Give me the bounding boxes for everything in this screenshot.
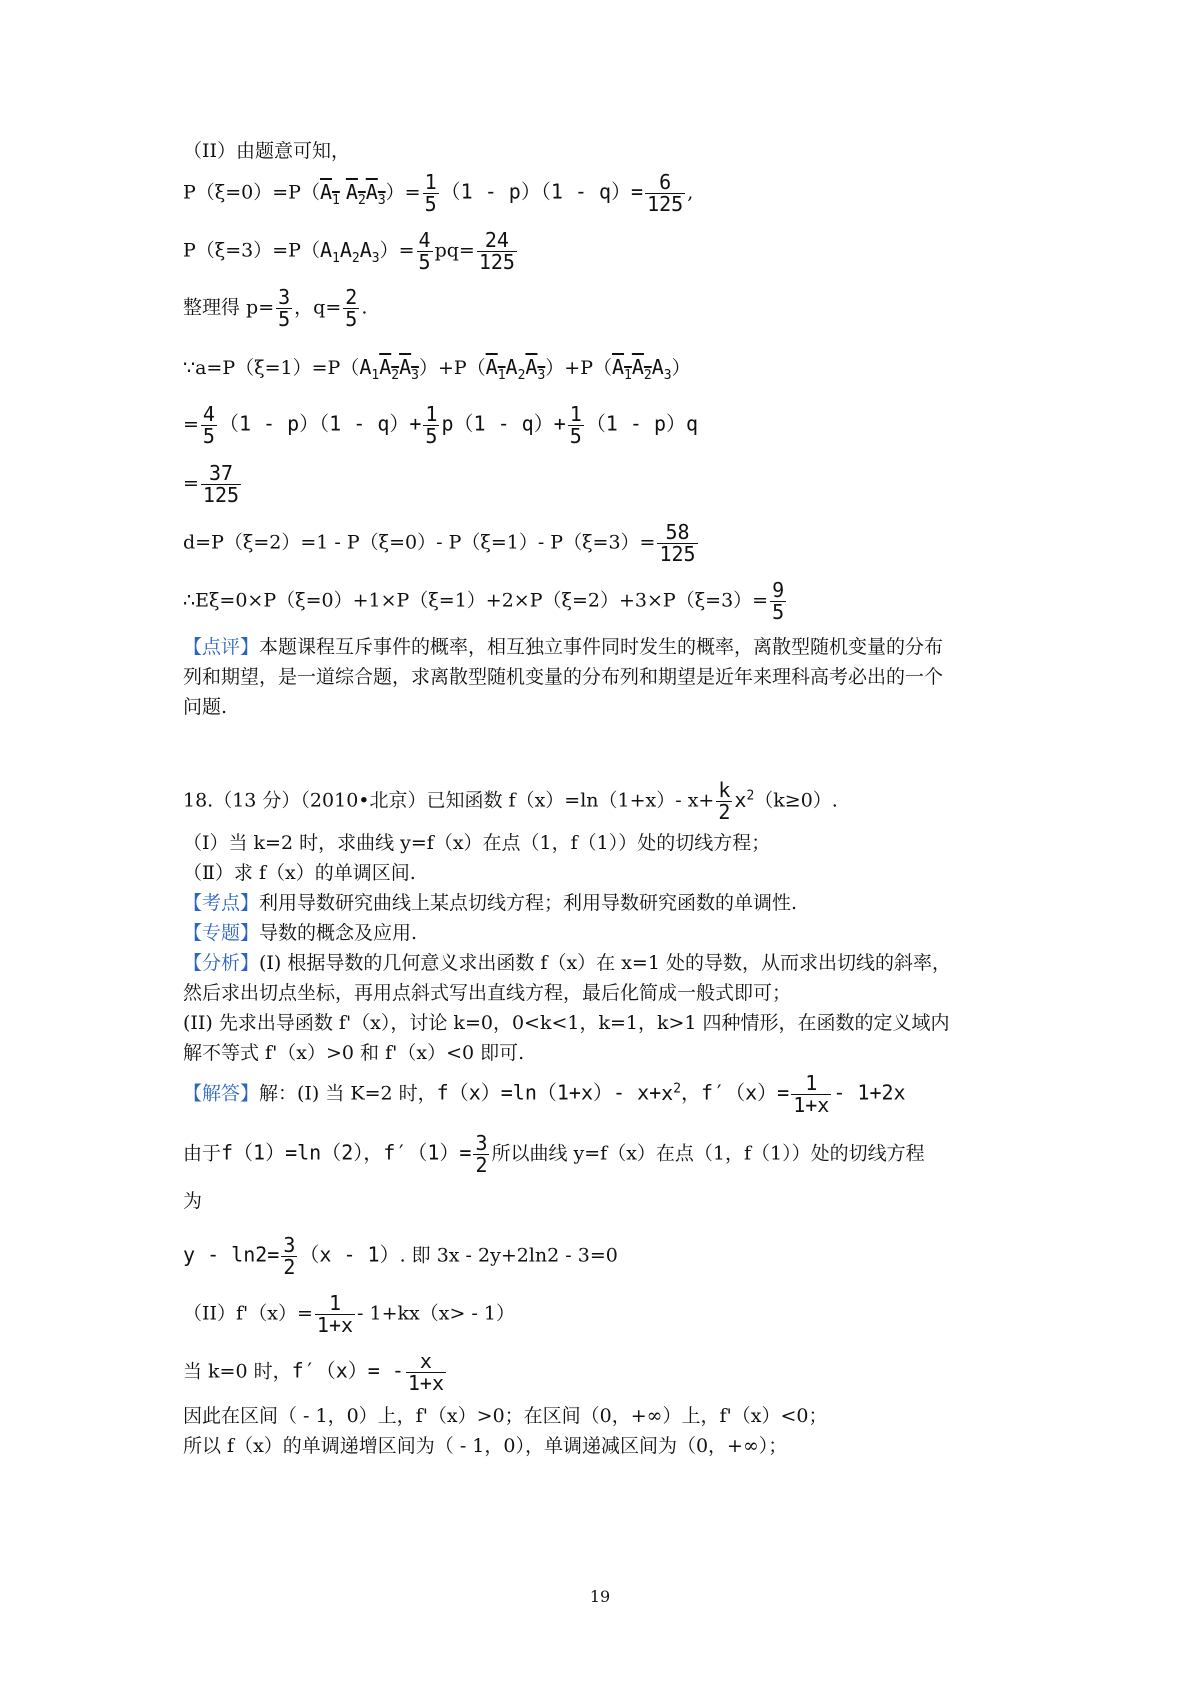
kaodian-tag: 【考点】 [183, 892, 260, 914]
k0-line: 当 k=0 时，f′（x）= - $\frac{x}{1+x}$ [183, 1349, 444, 1395]
question-18-part-ii: （Ⅱ）求 f（x）的单调区间. [183, 862, 416, 884]
fenxi-line-1: 【分析】(I) 根据导数的几何意义求出函数 f（x）在 x=1 处的导数，从而求出切线的斜率， [183, 952, 951, 974]
part2-intro: （II）由题意可知， [183, 140, 351, 162]
derivative-line: （II）f'（x）= $\frac{1}{1+x}$ - 1+kx（x> - 1） [183, 1291, 515, 1337]
fraction: $\frac{4}{5}$ [202, 402, 215, 448]
jieda-line: 【解答】解：(I) 当 K=2 时，f（x）=ln（1+x）- $x+x^2$，f′（x）= $\frac{1}{1+x}$ - 1+2x [183, 1071, 906, 1117]
fraction: $\frac{1}{5}$ [424, 170, 437, 216]
monotone-line-2: 所以 f（x）的单调递增区间为（ - 1，0），单调递减区间为（0，+∞）； [183, 1435, 788, 1457]
wei-line: 为 [183, 1190, 203, 1212]
kaodian-line: 【考点】利用导数研究曲线上某点切线方程；利用导数研究函数的单调性. [183, 892, 798, 914]
fraction: $\frac{58}{125}$ [659, 520, 696, 566]
fraction: $\frac{3}{2}$ [283, 1233, 296, 1279]
p-xi3-line: $P(\xi=3)=P(A_1A_2A_3)=$ $\frac{4}{5}$ pq= $\frac{24}{125}$ [183, 228, 515, 274]
a-definition-line: $\because a=P(\xi=1)=P(A_1A_2A_3)+P(A_1A_2A_3)+P(A_1A_2A_3)$ [183, 355, 691, 383]
solve-line: 整理得 p= $\frac{3}{5}$ ，q= $\frac{2}{5}$ . [183, 285, 368, 331]
fraction: $\frac{3}{2}$ [475, 1131, 488, 1177]
fraction: $\frac{9}{5}$ [772, 578, 785, 624]
fraction: $\frac{6}{125}$ [647, 170, 684, 216]
fraction: $\frac{1}{1+x}$ [793, 1071, 830, 1117]
fraction: $\frac{1}{1+x}$ [316, 1291, 354, 1337]
fraction: $\frac{24}{125}$ [478, 228, 515, 274]
zhuanti-line: 【专题】导数的概念及应用. [183, 922, 418, 944]
question-18-title: 18.（13 分）（2010•北京）已知函数 f（x）=ln（1+x）- x+ $\frac{k}{2}$ $x^2(k\ge 0)$. [183, 778, 838, 824]
comment-line-1: 【点评】本题课程互斥事件的概率，相互独立事件同时发生的概率，离散型随机变量的分布 [183, 636, 944, 658]
fenxi-line-3: (II) 先求出导函数 f'（x），讨论 k=0，0<k<1，k=1，k>1 四种情形，在函数的定义域内 [183, 1012, 950, 1034]
p-xi0-line: $P(\xi=0)=P(A_1$ $A_2A_3)=$ $\frac{1}{5}$ （1 - p）（1 - q）= $\frac{6}{125}$ , [183, 170, 694, 216]
tangent-line: y - ln2= $\frac{3}{2}$ （x - 1）. 即 3x - 2y+2ln2 - 3=0 [183, 1233, 618, 1279]
a-expression-line: = $\frac{4}{5}$ （1 - p）（1 - q）+ $\frac{1}{5}$ p（1 - q）+ $\frac{1}{5}$ （1 - p）q [183, 402, 699, 448]
fraction: $\frac{37}{125}$ [202, 461, 240, 507]
fraction: $\frac{2}{5}$ [345, 285, 358, 331]
question-18-part-i: （Ⅰ）当 k=2 时，求曲线 y=f（x）在点（1，f（1））处的切线方程； [183, 832, 771, 854]
fenxi-tag: 【分析】 [183, 952, 260, 974]
since-line: 由于f（1）=ln（2），f′（1）= $\frac{3}{2}$ 所以曲线 y=f（x）在点（1，f（1））处的切线方程 [183, 1131, 925, 1177]
fenxi-line-2: 然后求出切点坐标，再用点斜式写出直线方程，最后化简成一般式即可； [183, 982, 792, 1004]
comment-line-2: 列和期望，是一道综合题，求离散型随机变量的分布列和期望是近年来理科高考必出的一个 [183, 666, 944, 688]
monotone-line-1: 因此在区间（ - 1，0）上，f'（x）>0；在区间（0，+∞）上，f'（x）<0； [183, 1405, 828, 1427]
fraction: $\frac{k}{2}$ [718, 778, 731, 824]
comment-tag: 【点评】 [183, 636, 260, 658]
d-line: d=P（ξ=2）=1 - P（ξ=0）- P（ξ=1）- P（ξ=3）= $\frac{58}{125}$ [183, 520, 696, 566]
jieda-tag: 【解答】 [183, 1082, 260, 1105]
expectation-line: ∴Eξ=0×P（ξ=0）+1×P（ξ=1）+2×P（ξ=2）+3×P（ξ=3）= $\frac{9}{5}$ [183, 578, 785, 624]
fraction: $\frac{1}{5}$ [425, 402, 438, 448]
fenxi-line-4: 解不等式 f'（x）>0 和 f'（x）<0 即可. [183, 1042, 525, 1064]
fraction: $\frac{x}{1+x}$ [407, 1349, 444, 1395]
zhuanti-tag: 【专题】 [183, 922, 260, 944]
fraction: $\frac{3}{5}$ [278, 285, 291, 331]
page-number: 19 [589, 1587, 611, 1606]
fraction: $\frac{1}{5}$ [569, 402, 582, 448]
fraction: $\frac{4}{5}$ [418, 228, 431, 274]
a-result-line: = $\frac{37}{125}$ [183, 461, 240, 507]
comment-line-3: 问题. [183, 696, 228, 718]
